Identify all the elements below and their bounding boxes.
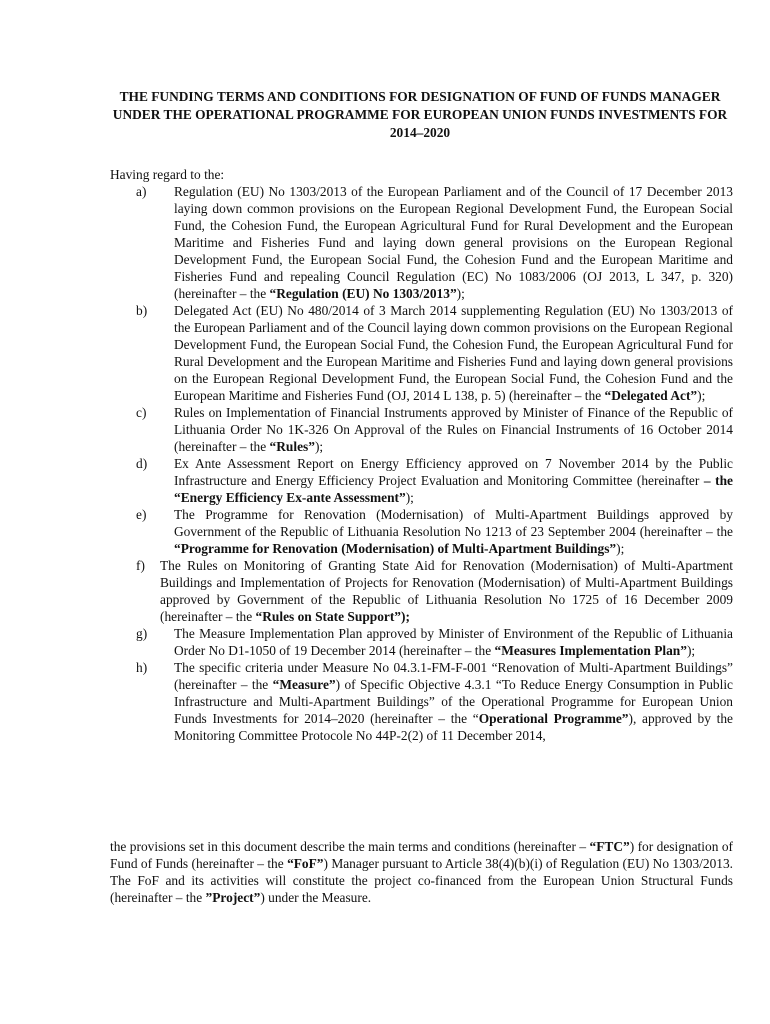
- item-text: The Rules on Monitoring of Granting State Aid for Renovation (Modernisation) of Multi-Apartment Buildings and Implementation of Projects for Renovation (Modernisation) of Multi-Apartment Buildings approved by Government of the Republic of Lithuania Resolution No 1725 of 16 December 2009 (hereinafter – the “Rules on State Support”);: [160, 558, 733, 624]
- list-item: [0, 183, 770, 302]
- item-marker: c): [136, 405, 147, 420]
- list-item: [0, 506, 770, 557]
- item-marker: e): [136, 507, 147, 522]
- item-text: The specific criteria under Measure No 04.3.1-FM-F-001 “Renovation of Multi-Apartment Buildings” (hereinafter – the “Measure”) of Specific Objective 4.3.1 “To Reduce Energy Consumption in Public Infrastructure and Multi-Apartment Buildings” of the Operational Programme for European Union Funds Investments for 2014–2020 (hereinafter – the “Operational Programme”), approved by the Monitoring Committee Protocole No 44P-2(2) of 11 December 2014,: [174, 660, 733, 743]
- list-item: [0, 302, 770, 404]
- document-title: THE FUNDING TERMS AND CONDITIONS FOR DESIGNATION OF FUND OF FUNDS MANAGER UNDER THE OPERATIONAL PROGRAMME FOR EUROPEAN UNION FUNDS INVESTMENTS FOR 2014–2020: [112, 89, 728, 140]
- item-text: Rules on Implementation of Financial Instruments approved by Minister of Finance of the Republic of Lithuania Order No 1K-326 On Approval of the Rules on Financial Instruments of 16 October 2014 (hereinafter – the “Rules”);: [174, 405, 733, 454]
- item-marker: a): [136, 184, 147, 199]
- intro-text: Having regard to the:: [110, 167, 225, 182]
- list-item: [0, 404, 770, 455]
- item-marker: f): [136, 558, 145, 573]
- item-text: The Measure Implementation Plan approved by Minister of Environment of the Republic of Lithuania Order No D1-1050 of 19 December 2014 (hereinafter – the “Measures Implementation Plan”);: [174, 626, 733, 658]
- item-text: Delegated Act (EU) No 480/2014 of 3 March 2014 supplementing Regulation (EU) No 1303/2013 of the European Parliament and of the Council laying down common provisions on the European Regional Development Fund, the European Social Fund, the Cohesion Fund, the European Agricultural Fund for Rural Development and the European Maritime and Fisheries Fund and laying down general provisions on the European Regional Development Fund, the European Social Fund, the Cohesion Fund and the European Maritime and Fisheries Fund (OJ, 2014 L 138, p. 5) (hereinafter – the “Delegated Act”);: [174, 303, 733, 403]
- item-marker: b): [136, 303, 148, 318]
- regard-list: [0, 183, 770, 744]
- closing-paragraph: the provisions set in this document describe the main terms and conditions (hereinafter – “FTC”) for designation of Fund of Funds (hereinafter – the “FoF”) Manager pursuant to Article 38(4)(b)(i) of Regulation (EU) No 1303/2013. The FoF and its activities will constitute the project co-financed from the European Union Structural Funds (hereinafter – the ”Project”) under the Measure.: [110, 839, 734, 905]
- item-marker: g): [136, 626, 148, 641]
- list-item: [0, 625, 770, 659]
- list-item: [0, 455, 770, 506]
- item-marker: d): [136, 456, 148, 471]
- item-text: Ex Ante Assessment Report on Energy Efficiency approved on 7 November 2014 by the Public Infrastructure and Energy Efficiency Project Evaluation and Monitoring Committee (hereinafter – the “Energy Efficiency Ex-ante Assessment”);: [174, 456, 733, 505]
- item-text: Regulation (EU) No 1303/2013 of the European Parliament and of the Council of 17 December 2013 laying down common provisions on the European Regional Development Fund, the European Social Fund, the Cohesion Fund, the European Agricultural Fund for Rural Development and the European Maritime and Fisheries Fund and laying down general provisions on the European Regional Development Fund, the European Social Fund, the Cohesion Fund and the European Maritime and Fisheries Fund and repealing Council Regulation (EC) No 1083/2006 (OJ 2013, L 347, p. 320) (hereinafter – the “Regulation (EU) No 1303/2013”);: [174, 184, 733, 301]
- item-text: The Programme for Renovation (Modernisation) of Multi-Apartment Buildings approved by Government of the Republic of Lithuania Resolution No 1213 of 23 September 2004 (hereinafter – the “Programme for Renovation (Modernisation) of Multi-Apartment Buildings”);: [174, 507, 733, 556]
- list-item: [0, 659, 770, 744]
- item-marker: h): [136, 660, 148, 675]
- list-item: [0, 557, 770, 625]
